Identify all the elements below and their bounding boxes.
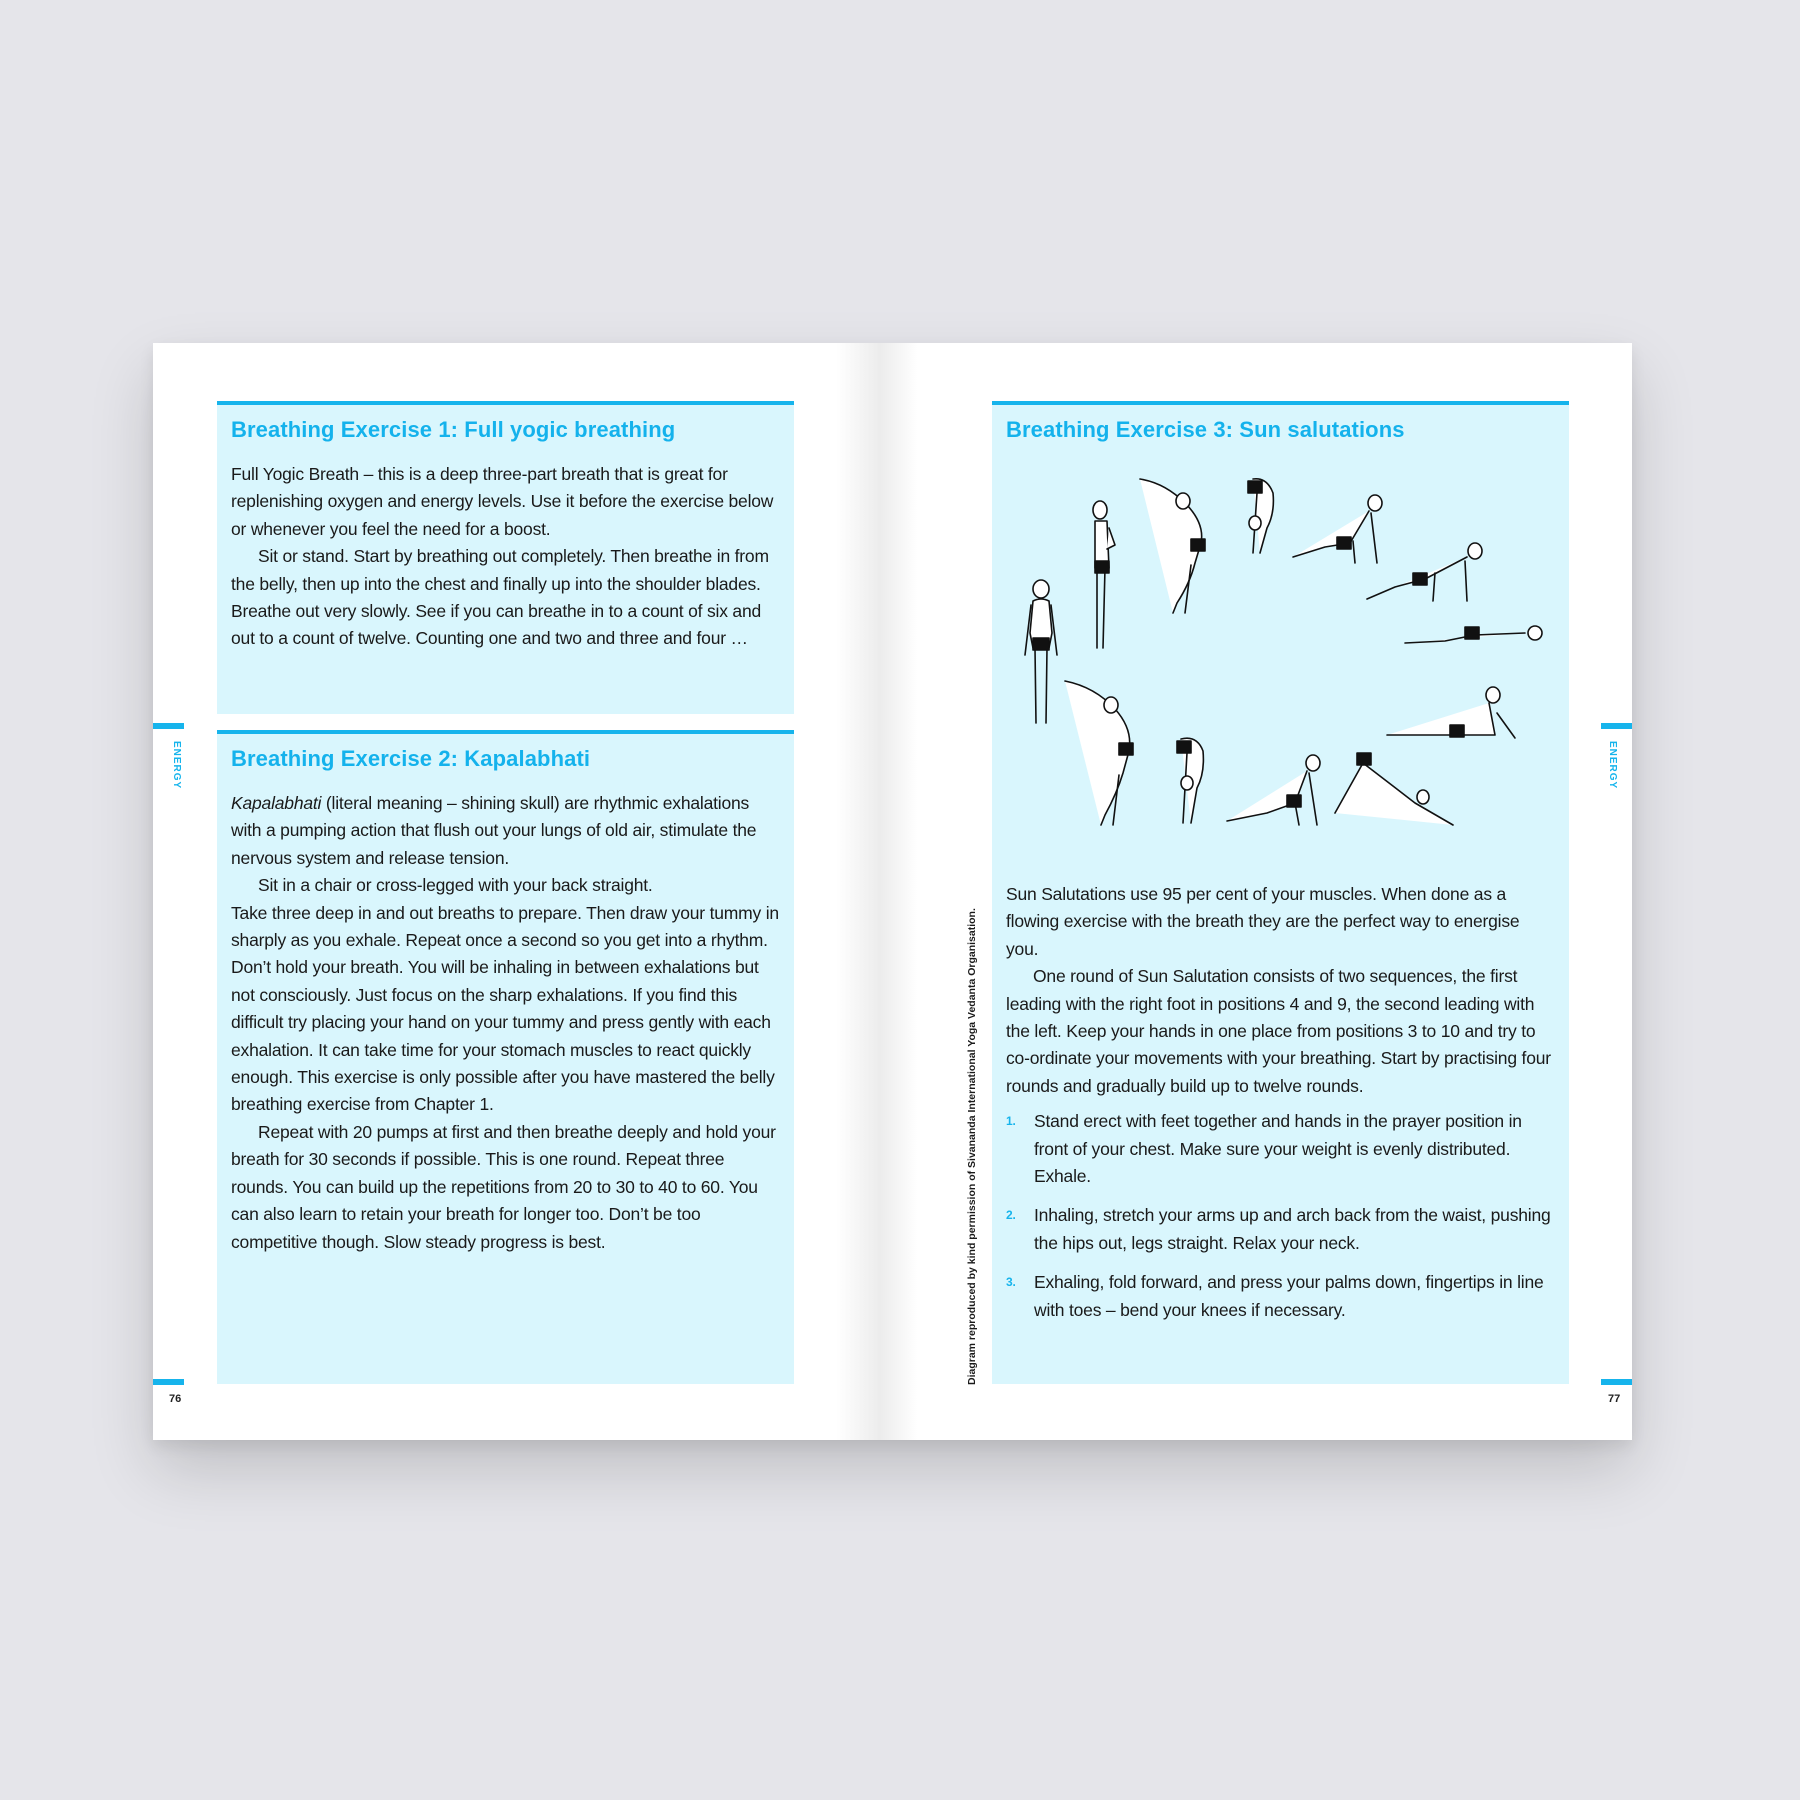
exercise3-paragraph: One round of Sun Salutation consists of two sequences, the first leading with the right foot in positions 4 and 9, the second leading with the left. Keep your hands in one place from positions 3 to 10 and try to co-ordinate your movements with your breathing. Start by practising four rounds and gradually build up to twelve rounds. <box>1006 966 1551 1096</box>
exercise1-box <box>217 401 794 714</box>
pose-standing-front <box>1025 580 1057 723</box>
list-item <box>1006 1108 1555 1190</box>
right-page <box>880 343 1632 1440</box>
section-label: ENERGY <box>1607 741 1618 790</box>
exercise1-paragraph: Sit or stand. Start by breathing out completely. Then breathe in from the belly, then up into the chest and finally up into the shoulder blades. Breathe out very slowly. See if you can breathe in to a count of six and out to a count of twelve. Counting one and two and three and four … <box>231 546 769 649</box>
exercise2-paragraph: Repeat with 20 pumps at first and then breathe deeply and hold your breath for 30 seconds if possible. This is one round. Repeat three rounds. You can build up the repetitions from 20 to 30 to 40 to 60. You can also learn to retain your breath for longer too. Don’t be too competitive though. Slow steady progress is best. <box>231 1121 776 1252</box>
kapalabhati-term: Kapalabhati <box>231 793 322 813</box>
step-text: Stand erect with feet together and hands in the prayer position in front of your chest. Make sure your weight is evenly distributed. Exhale. <box>1034 1111 1522 1187</box>
left-page <box>153 343 880 1440</box>
exercise3-title: Breathing Exercise 3: Sun salutations <box>1006 417 1405 442</box>
exercise2-title: Breathing Exercise 2: Kapalabhati <box>231 746 591 771</box>
exercise1-paragraph: Full Yogic Breath – this is a deep three-part breath that is great for replenishing oxygen and energy levels. Use it before the exercise below or whenever you feel the need for a boost. <box>231 464 774 539</box>
page-number-marker <box>153 1379 184 1385</box>
step-number: 2. <box>1006 1208 1016 1223</box>
sun-salutation-figure-svg <box>1005 473 1555 853</box>
step-number: 3. <box>1006 1275 1016 1290</box>
step-text: Inhaling, stretch your arms up and arch back from the waist, pushing the hips out, legs straight. Relax your neck. <box>1034 1205 1551 1253</box>
pose-lunge <box>1293 495 1382 563</box>
page-number: 77 <box>1608 1393 1621 1405</box>
exercise3-paragraph: Sun Salutations use 95 per cent of your muscles. When done as a flowing exercise with the breath they are the perfect way to energise you. <box>1006 884 1520 959</box>
pose-forward-fold-two <box>1177 738 1203 823</box>
page-number: 76 <box>169 1393 182 1405</box>
sun-salutation-steps <box>1006 1108 1555 1324</box>
exercise2-paragraph <box>231 790 780 872</box>
pose-forward-fold <box>1248 479 1273 553</box>
book-spread <box>153 343 1632 1440</box>
sun-salutation-sequence-figure <box>1005 473 1555 853</box>
section-tab-marker <box>1601 723 1632 729</box>
pose-plank <box>1367 543 1482 601</box>
list-item <box>1006 1202 1555 1257</box>
pose-cobra <box>1387 687 1515 738</box>
pose-back-arch <box>1140 479 1205 613</box>
step-text: Exhaling, fold forward, and press your palms down, fingertips in line with toes – bend your knees if necessary. <box>1034 1272 1544 1320</box>
exercise2-box <box>217 730 794 1384</box>
exercise1-title: Breathing Exercise 1: Full yogic breathing <box>231 417 676 442</box>
exercise2-paragraph: Sit in a chair or cross-legged with your back straight. <box>258 875 653 896</box>
section-tab-marker <box>153 723 184 729</box>
page-number-marker <box>1601 1379 1632 1385</box>
exercise2-paragraph: Take three deep in and out breaths to prepare. Then draw your tummy in sharply as you exhale. Repeat once a second so you get into a rhythm. Don’t hold your breath. You will be inhaling in between exhalations but not consciously. Just focus on the sharp exhalations. If you find this difficult try placing your hand on your tummy and press gently with each exhalation. It can take time for your stomach muscles to react quickly enough. This exercise is only possible after you have mastered the belly breathing exercise from Chapter 1. <box>231 902 779 1115</box>
pose-back-arch-two <box>1065 681 1133 825</box>
list-item <box>1006 1269 1555 1324</box>
pose-downward-dog <box>1335 753 1453 825</box>
pose-lunge-two <box>1227 755 1320 825</box>
section-label: ENERGY <box>171 741 182 790</box>
step-number: 1. <box>1006 1114 1016 1129</box>
pose-eight-limbs <box>1405 626 1542 643</box>
exercise2-intro-text: (literal meaning – shining skull) are rhythmic exhalations with a pumping action that flush out your lungs of old air, stimulate the nervous system and release tension. <box>231 793 757 868</box>
diagram-credit: Diagram reproduced by kind permission of Sivananda International Yoga Vedanta Organisation. <box>966 908 978 1385</box>
pose-prayer <box>1093 501 1115 648</box>
